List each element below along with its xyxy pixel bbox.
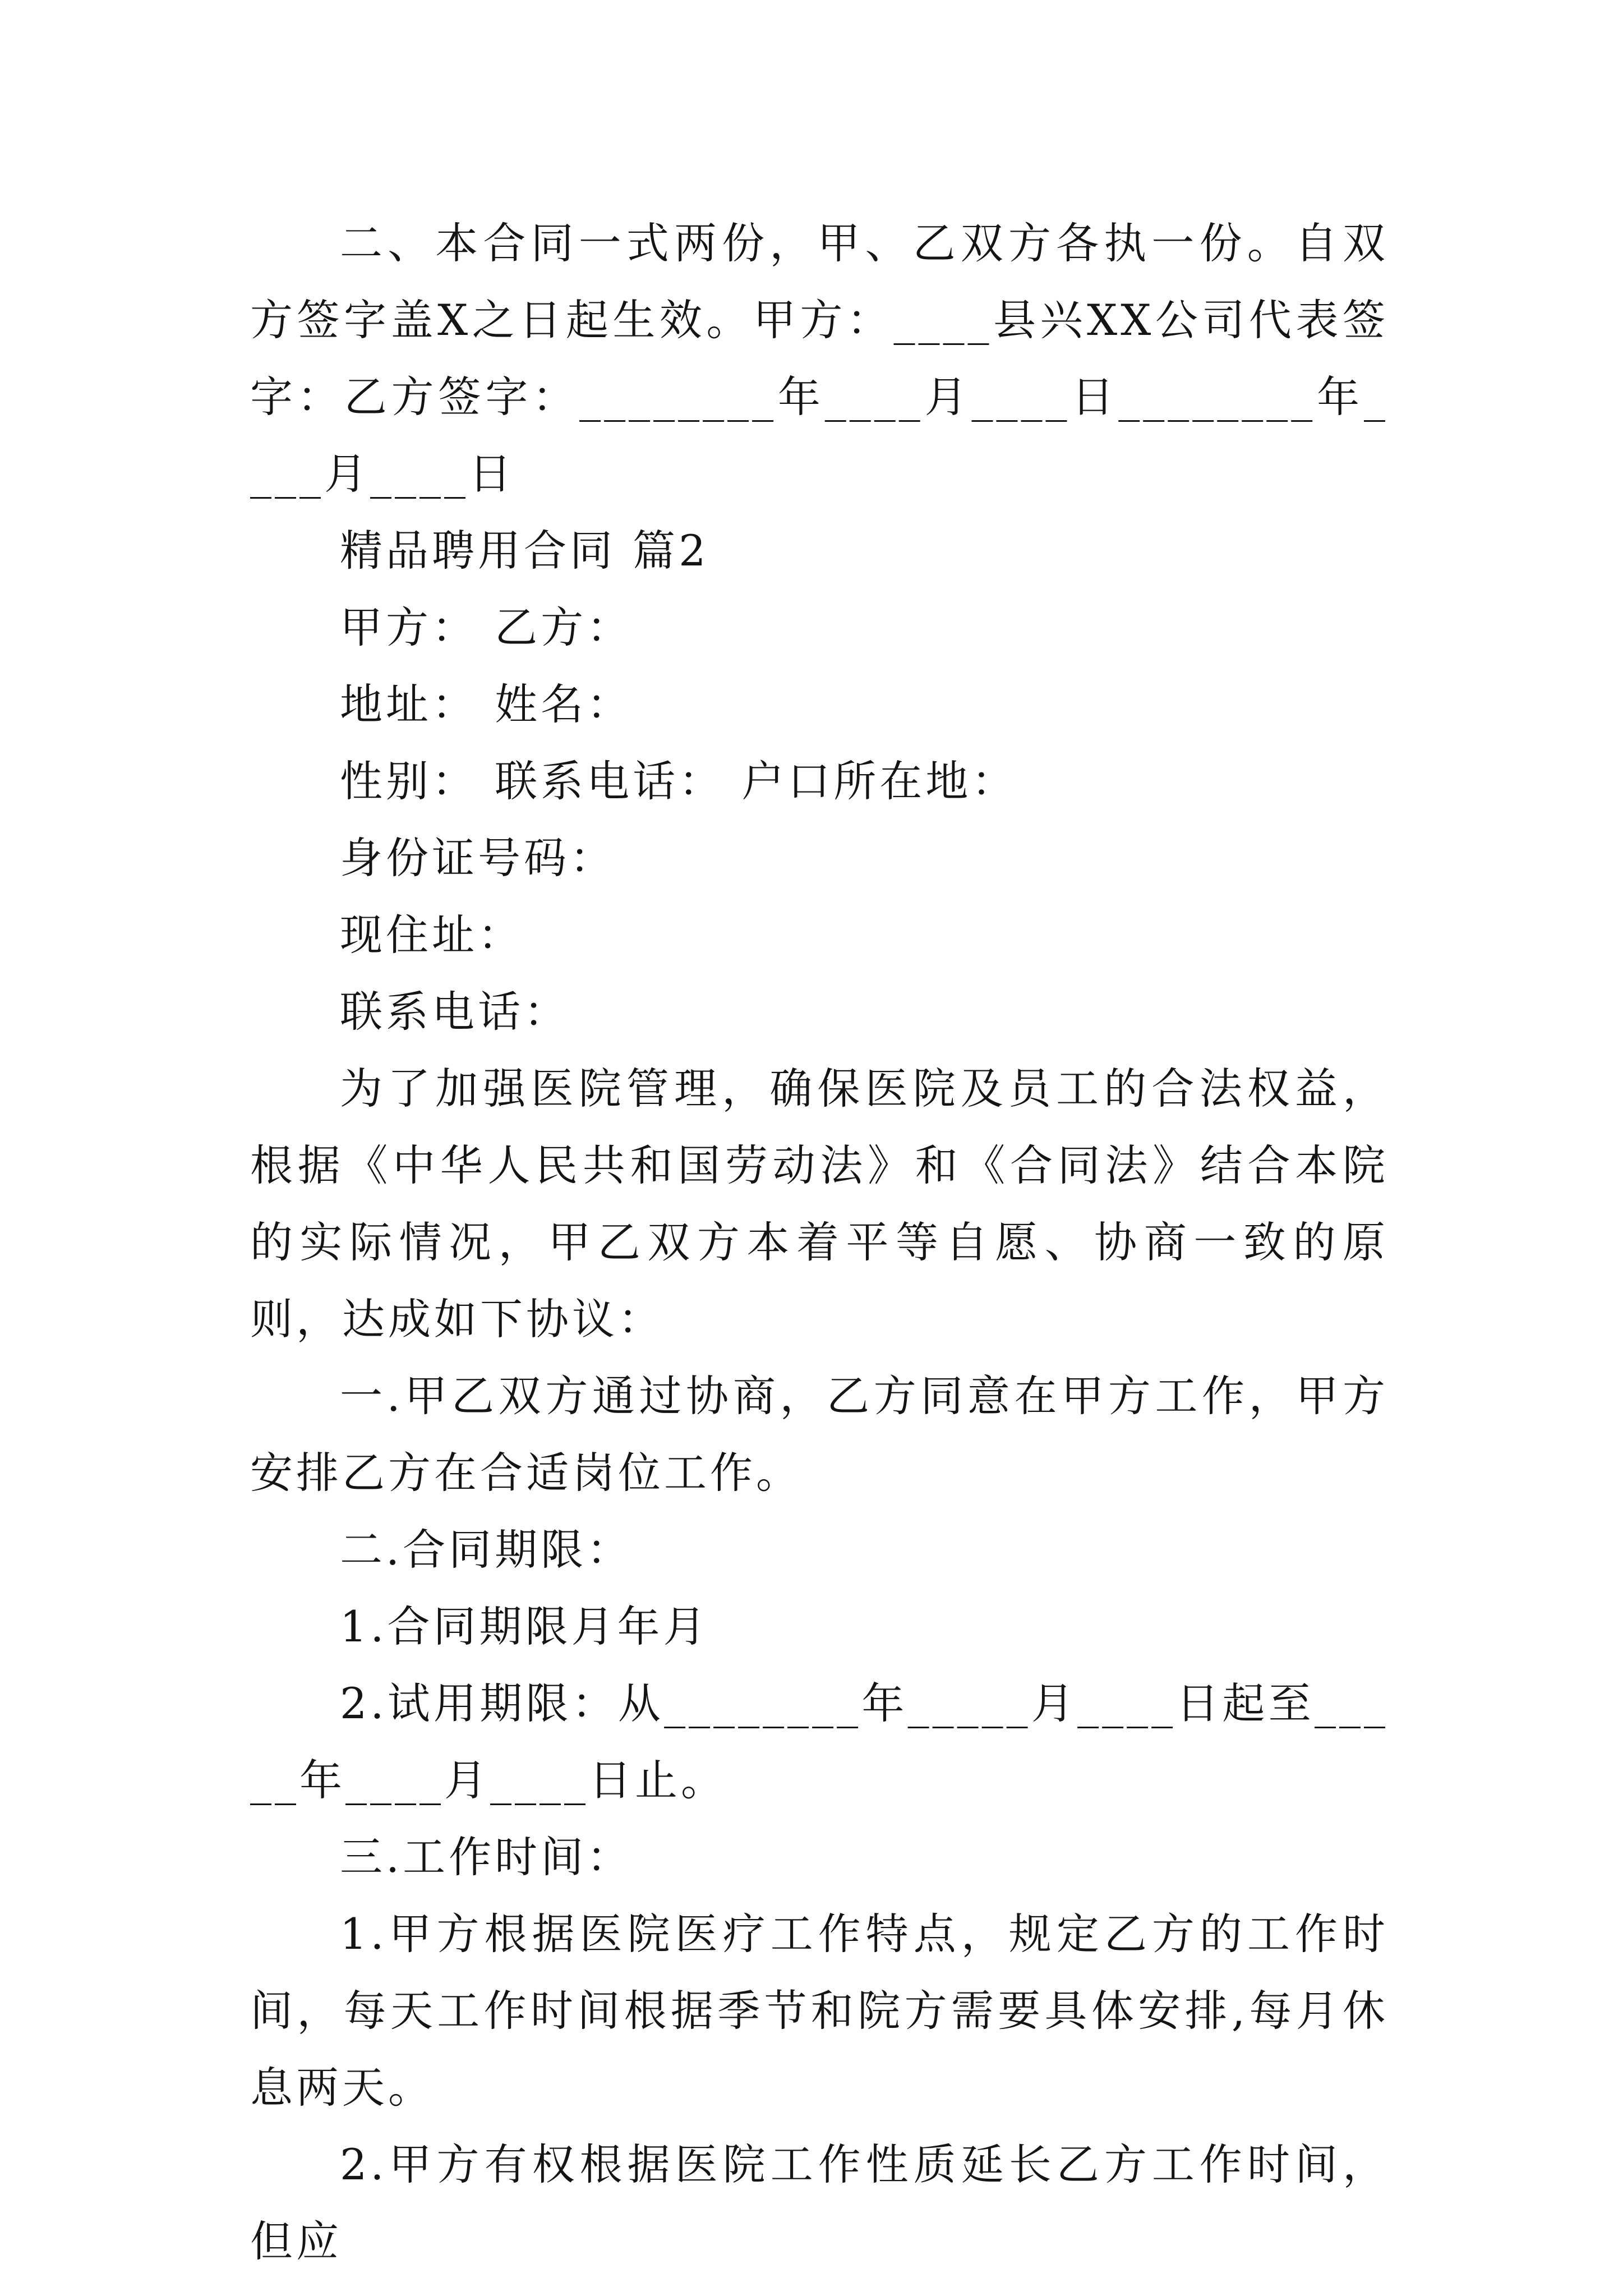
current-address-line: 现住址： (340, 910, 524, 960)
id-number-line: 身份证号码： (340, 833, 616, 883)
clause-3-heading: 三.工作时间： (340, 1832, 633, 1882)
clause-2-item-2: 2.试用期限：从________年_____月____日起至_____年____月____日止。 (250, 1678, 1389, 1805)
contact-phone-line: 联系电话： (340, 987, 570, 1037)
clause-2-item-1: 1.合同期限月年月 (340, 1602, 709, 1651)
clause-3-item-2: 2.甲方有权根据医院工作性质延长乙方工作时间，但应 (250, 2139, 1389, 2266)
paragraph-preamble: 为了加强医院管理，确保医院及员工的合法权益，根据《中华人民共和国劳动法》和《合同法》结合本院的实际情况，甲乙双方本着平等自愿、协商一致的原则，达成如下协议： (250, 1064, 1389, 1344)
gender-phone-residence-line: 性别： 联系电话： 户口所在地： (340, 756, 1018, 806)
document-body (250, 205, 1389, 2280)
clause-3-item-1: 1.甲方根据医院医疗工作特点，规定乙方的工作时间，每天工作时间根据季节和院方需要具体安排,每月休息两天。 (250, 1909, 1389, 2113)
address-name-line: 地址： 姓名： (340, 679, 633, 729)
party-line: 甲方： 乙方： (340, 602, 633, 652)
clause-1-employment: 一.甲乙双方通过协商，乙方同意在甲方工作，甲方安排乙方在合适岗位工作。 (250, 1371, 1389, 1498)
paragraph-contract-copies: 二、本合同一式两份，甲、乙双方各执一份。自双方签字盖X之日起生效。甲方：____县兴XX公司代表签字：乙方签字：________年____月____日________年____月____日 (250, 218, 1389, 499)
clause-2-heading: 二.合同期限： (340, 1525, 633, 1575)
section-heading-contract-2: 精品聘用合同 篇2 (340, 526, 709, 576)
